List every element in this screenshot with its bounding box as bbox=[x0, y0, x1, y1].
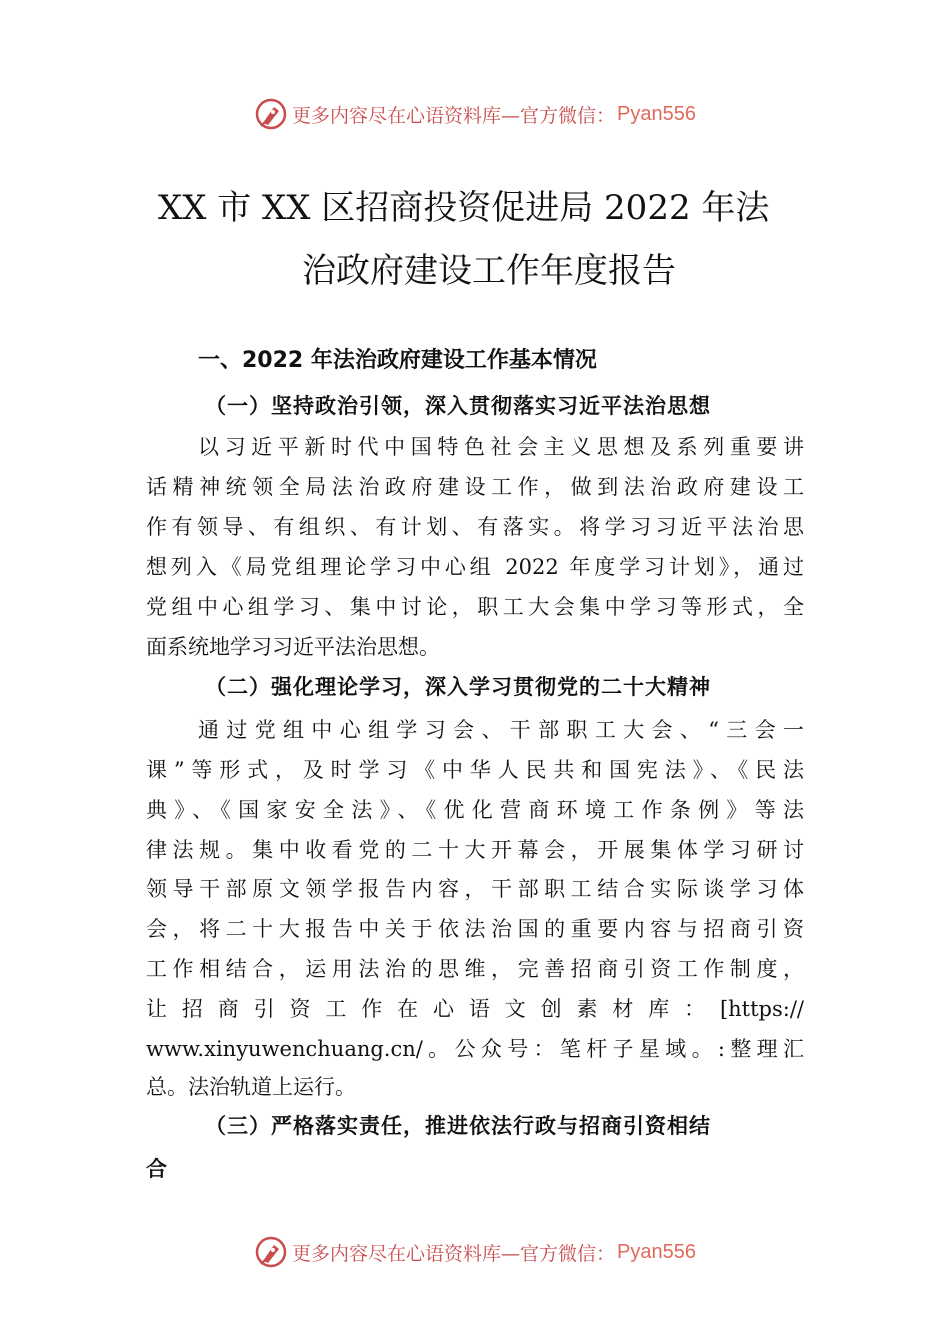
paragraph-line: 典》、《国家安全法》、《优化营商环境工作条例》等法 bbox=[146, 798, 804, 822]
paragraph-line: 律法规。集中收看党的二十大开幕会，开展集体学习研讨 bbox=[146, 838, 804, 862]
watermark-header bbox=[0, 94, 950, 134]
watermark-footer bbox=[0, 1232, 950, 1272]
section-heading: 一、2022 年法治政府建设工作基本情况 bbox=[198, 348, 597, 373]
document-title-line-1: XX 市 XX 区招商投资促进局 2022 年法 bbox=[158, 188, 770, 228]
pen-nib-logo-icon bbox=[254, 1235, 288, 1269]
paragraph-line: 党组中心组学习、集中讨论，职工大会集中学习等形式，全 bbox=[146, 595, 804, 619]
watermark-text: 更多内容尽在心语资料库—官方微信： bbox=[292, 1242, 616, 1265]
subheading-3-continuation: 合 bbox=[146, 1156, 168, 1181]
paragraph-line: 面系统地学习习近平法治思想。 bbox=[146, 635, 440, 659]
watermark-text: 更多内容尽在心语资料库—官方微信： bbox=[292, 104, 616, 127]
subheading-3: （三）严格落实责任，推进依法行政与招商引资相结 bbox=[205, 1113, 711, 1138]
paragraph-line: 总。法治轨道上运行。 bbox=[146, 1075, 356, 1099]
paragraph-line: 想列入《局党组理论学习中心组 2022 年度学习计划》，通过 bbox=[146, 555, 804, 579]
paragraph-line: 课”等形式，及时学习《中华人民共和国宪法》、《民法 bbox=[146, 758, 804, 782]
paragraph-line: 让招商引资工作在心语文创素材库：[https:// bbox=[146, 997, 804, 1021]
paragraph-line: 通过党组中心组学习会、干部职工大会、“三会一 bbox=[198, 718, 804, 742]
watermark-wechat-id: Pyan556 bbox=[617, 1240, 696, 1263]
subheading-1: （一）坚持政治引领，深入贯彻落实习近平法治思想 bbox=[205, 393, 711, 418]
paragraph-line: 以习近平新时代中国特色社会主义思想及系列重要讲 bbox=[198, 435, 804, 459]
paragraph-line: 作有领导、有组织、有计划、有落实。将学习习近平法治思 bbox=[146, 515, 804, 539]
paragraph-line: 话精神统领全局法治政府建设工作，做到法治政府建设工 bbox=[146, 475, 804, 499]
paragraph-line: 工作相结合，运用法治的思维，完善招商引资工作制度， bbox=[146, 957, 804, 981]
paragraph-line: 领导干部原文领学报告内容，干部职工结合实际谈学习体 bbox=[146, 877, 804, 901]
document-title-line-2: 治政府建设工作年度报告 bbox=[302, 251, 676, 291]
subheading-2: （二）强化理论学习，深入学习贯彻党的二十大精神 bbox=[205, 674, 711, 699]
watermark-wechat-id: Pyan556 bbox=[617, 102, 696, 125]
paragraph-line: www.xinyuwenchuang.cn/。公众号：笔杆子星域。:整理汇 bbox=[146, 1037, 804, 1061]
pen-nib-logo-icon bbox=[254, 97, 288, 131]
paragraph-line: 会，将二十大报告中关于依法治国的重要内容与招商引资 bbox=[146, 917, 804, 941]
